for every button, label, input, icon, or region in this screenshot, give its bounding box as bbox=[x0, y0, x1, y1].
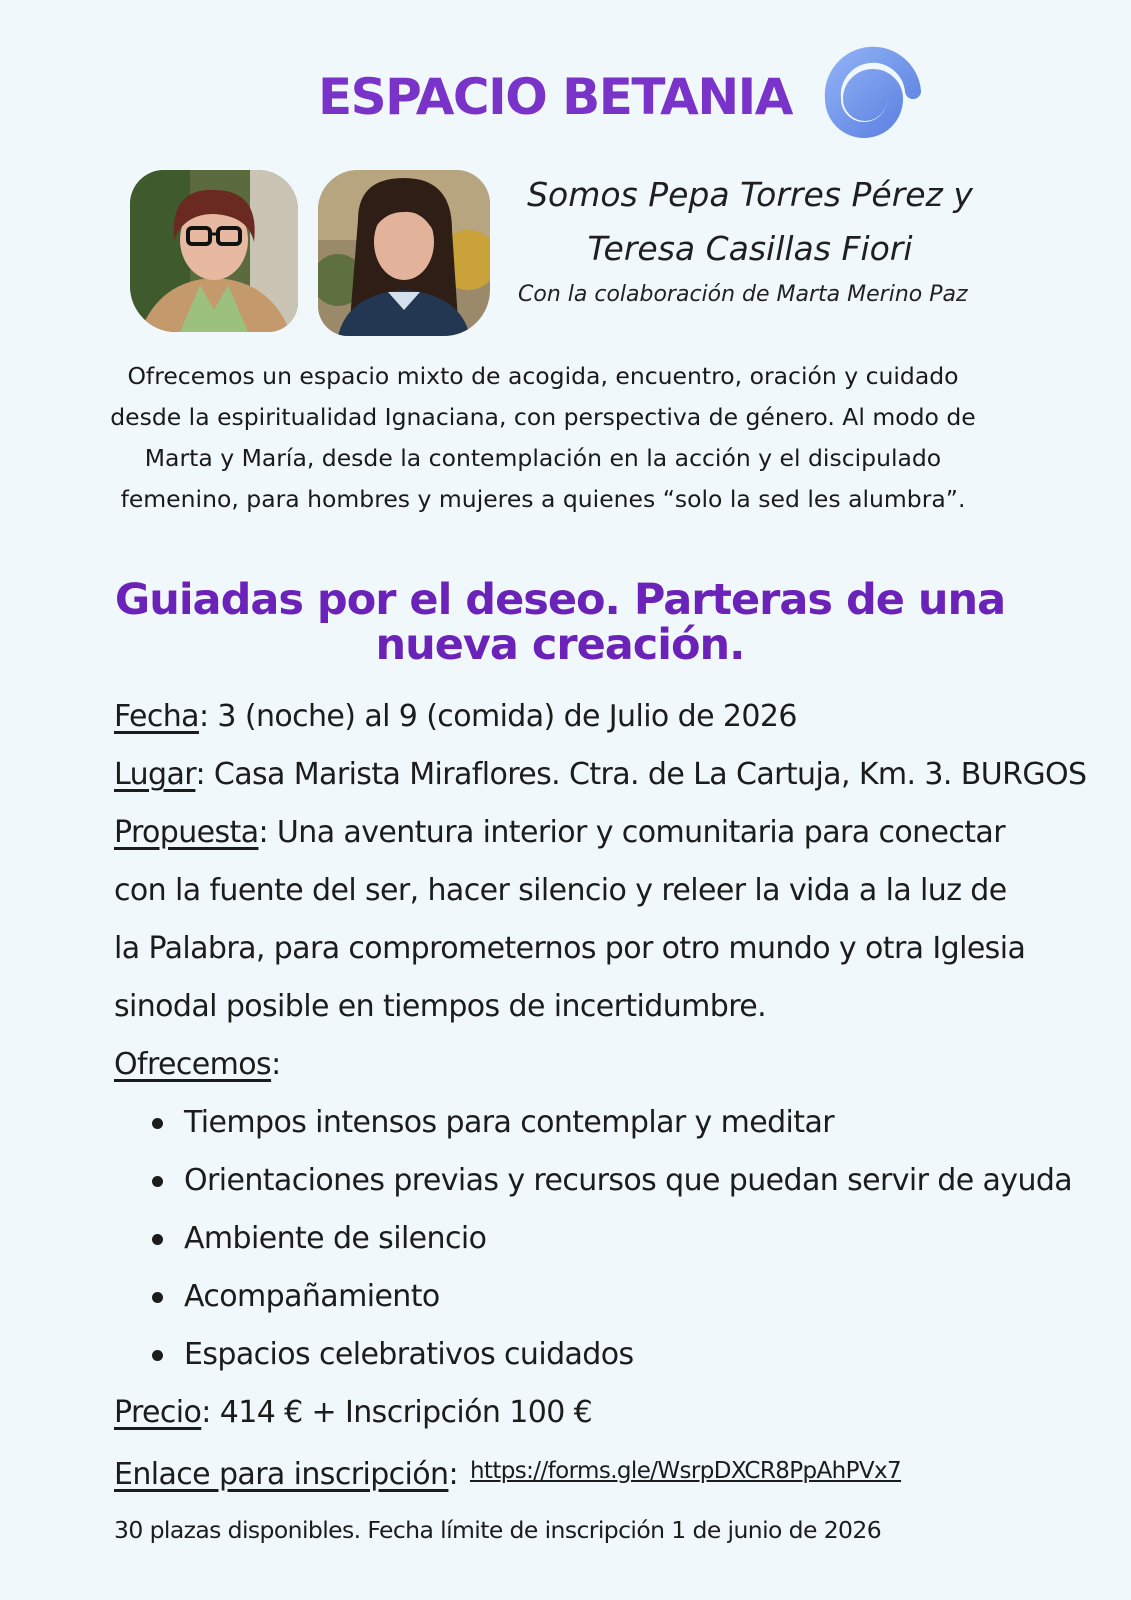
spiral-icon bbox=[812, 40, 934, 158]
fecha-value: : 3 (noche) al 9 (comida) de Julio de 2026 bbox=[198, 699, 797, 734]
precio-row bbox=[114, 1384, 1034, 1442]
list-item: Tiempos intensos para contemplar y meditar bbox=[152, 1094, 1034, 1152]
list-item: Orientaciones previas y recursos que puedan servir de ayuda bbox=[152, 1152, 1034, 1210]
propuesta-value: : Una aventura interior y comunitaria para conectar con la fuente del ser, hacer silencio y releer la vida a la luz de la Palabra, para comprometernos por otro mundo y otra Iglesia sinodal posible en tiempos de incertidumbre. bbox=[114, 815, 1026, 1024]
event-details bbox=[114, 688, 1087, 1554]
ofrecemos-label: Ofrecemos bbox=[114, 1047, 272, 1082]
ofrecemos-colon: : bbox=[271, 1047, 281, 1082]
list-item: Acompañamiento bbox=[152, 1268, 1034, 1326]
propuesta-label: Propuesta bbox=[114, 815, 259, 850]
offers-list bbox=[114, 1094, 1073, 1384]
intro-paragraph: Ofrecemos un espacio mixto de acogida, encuentro, oración y cuidado desde la espiritualidad Ignaciana, con perspectiva de género. Al modo de Marta y María, desde la contemplación en la acción y el discipulado femenino, para hombres y mujeres a quienes “solo la sed les alumbra”. bbox=[110, 362, 976, 513]
enlace-label: Enlace para inscripción bbox=[114, 1457, 449, 1492]
registration-link[interactable]: https://forms.gle/WsrpDXCR8PpAhPVx7 bbox=[469, 1458, 902, 1484]
fecha-label: Fecha bbox=[114, 699, 199, 734]
collaboration-note: Con la colaboración de Marta Merino Paz bbox=[518, 282, 968, 307]
availability-note: 30 plazas disponibles. Fecha límite de inscripción 1 de junio de 2026 bbox=[114, 1516, 882, 1544]
precio-label: Precio bbox=[114, 1395, 202, 1430]
authors-block bbox=[500, 168, 1000, 307]
brand-title: ESPACIO BETANIA bbox=[318, 68, 792, 126]
list-item: Espacios celebrativos cuidados bbox=[152, 1326, 1034, 1384]
lugar-value: : Casa Marista Miraflores. Ctra. de La Cartuja, Km. 3. BURGOS bbox=[195, 757, 1087, 792]
fecha-row bbox=[114, 688, 1034, 746]
propuesta-paragraph bbox=[114, 804, 1034, 1036]
lugar-row bbox=[114, 746, 1087, 804]
precio-value: : 414 € + Inscripción 100 € bbox=[201, 1395, 593, 1430]
portrait-photo-teresa bbox=[318, 170, 490, 336]
enlace-colon: : bbox=[448, 1457, 458, 1492]
lugar-label: Lugar bbox=[114, 757, 196, 792]
portrait-photo-pepa bbox=[130, 170, 298, 332]
enlace-row bbox=[114, 1442, 1034, 1504]
list-item: Ambiente de silencio bbox=[152, 1210, 1034, 1268]
event-heading: Guiadas por el deseo. Parteras de una nueva creación. bbox=[114, 575, 1006, 670]
ofrecemos-row bbox=[114, 1036, 1034, 1094]
authors-line-2: Teresa Casillas Fiori bbox=[587, 229, 913, 268]
authors-line-1: Somos Pepa Torres Pérez y bbox=[527, 175, 973, 214]
